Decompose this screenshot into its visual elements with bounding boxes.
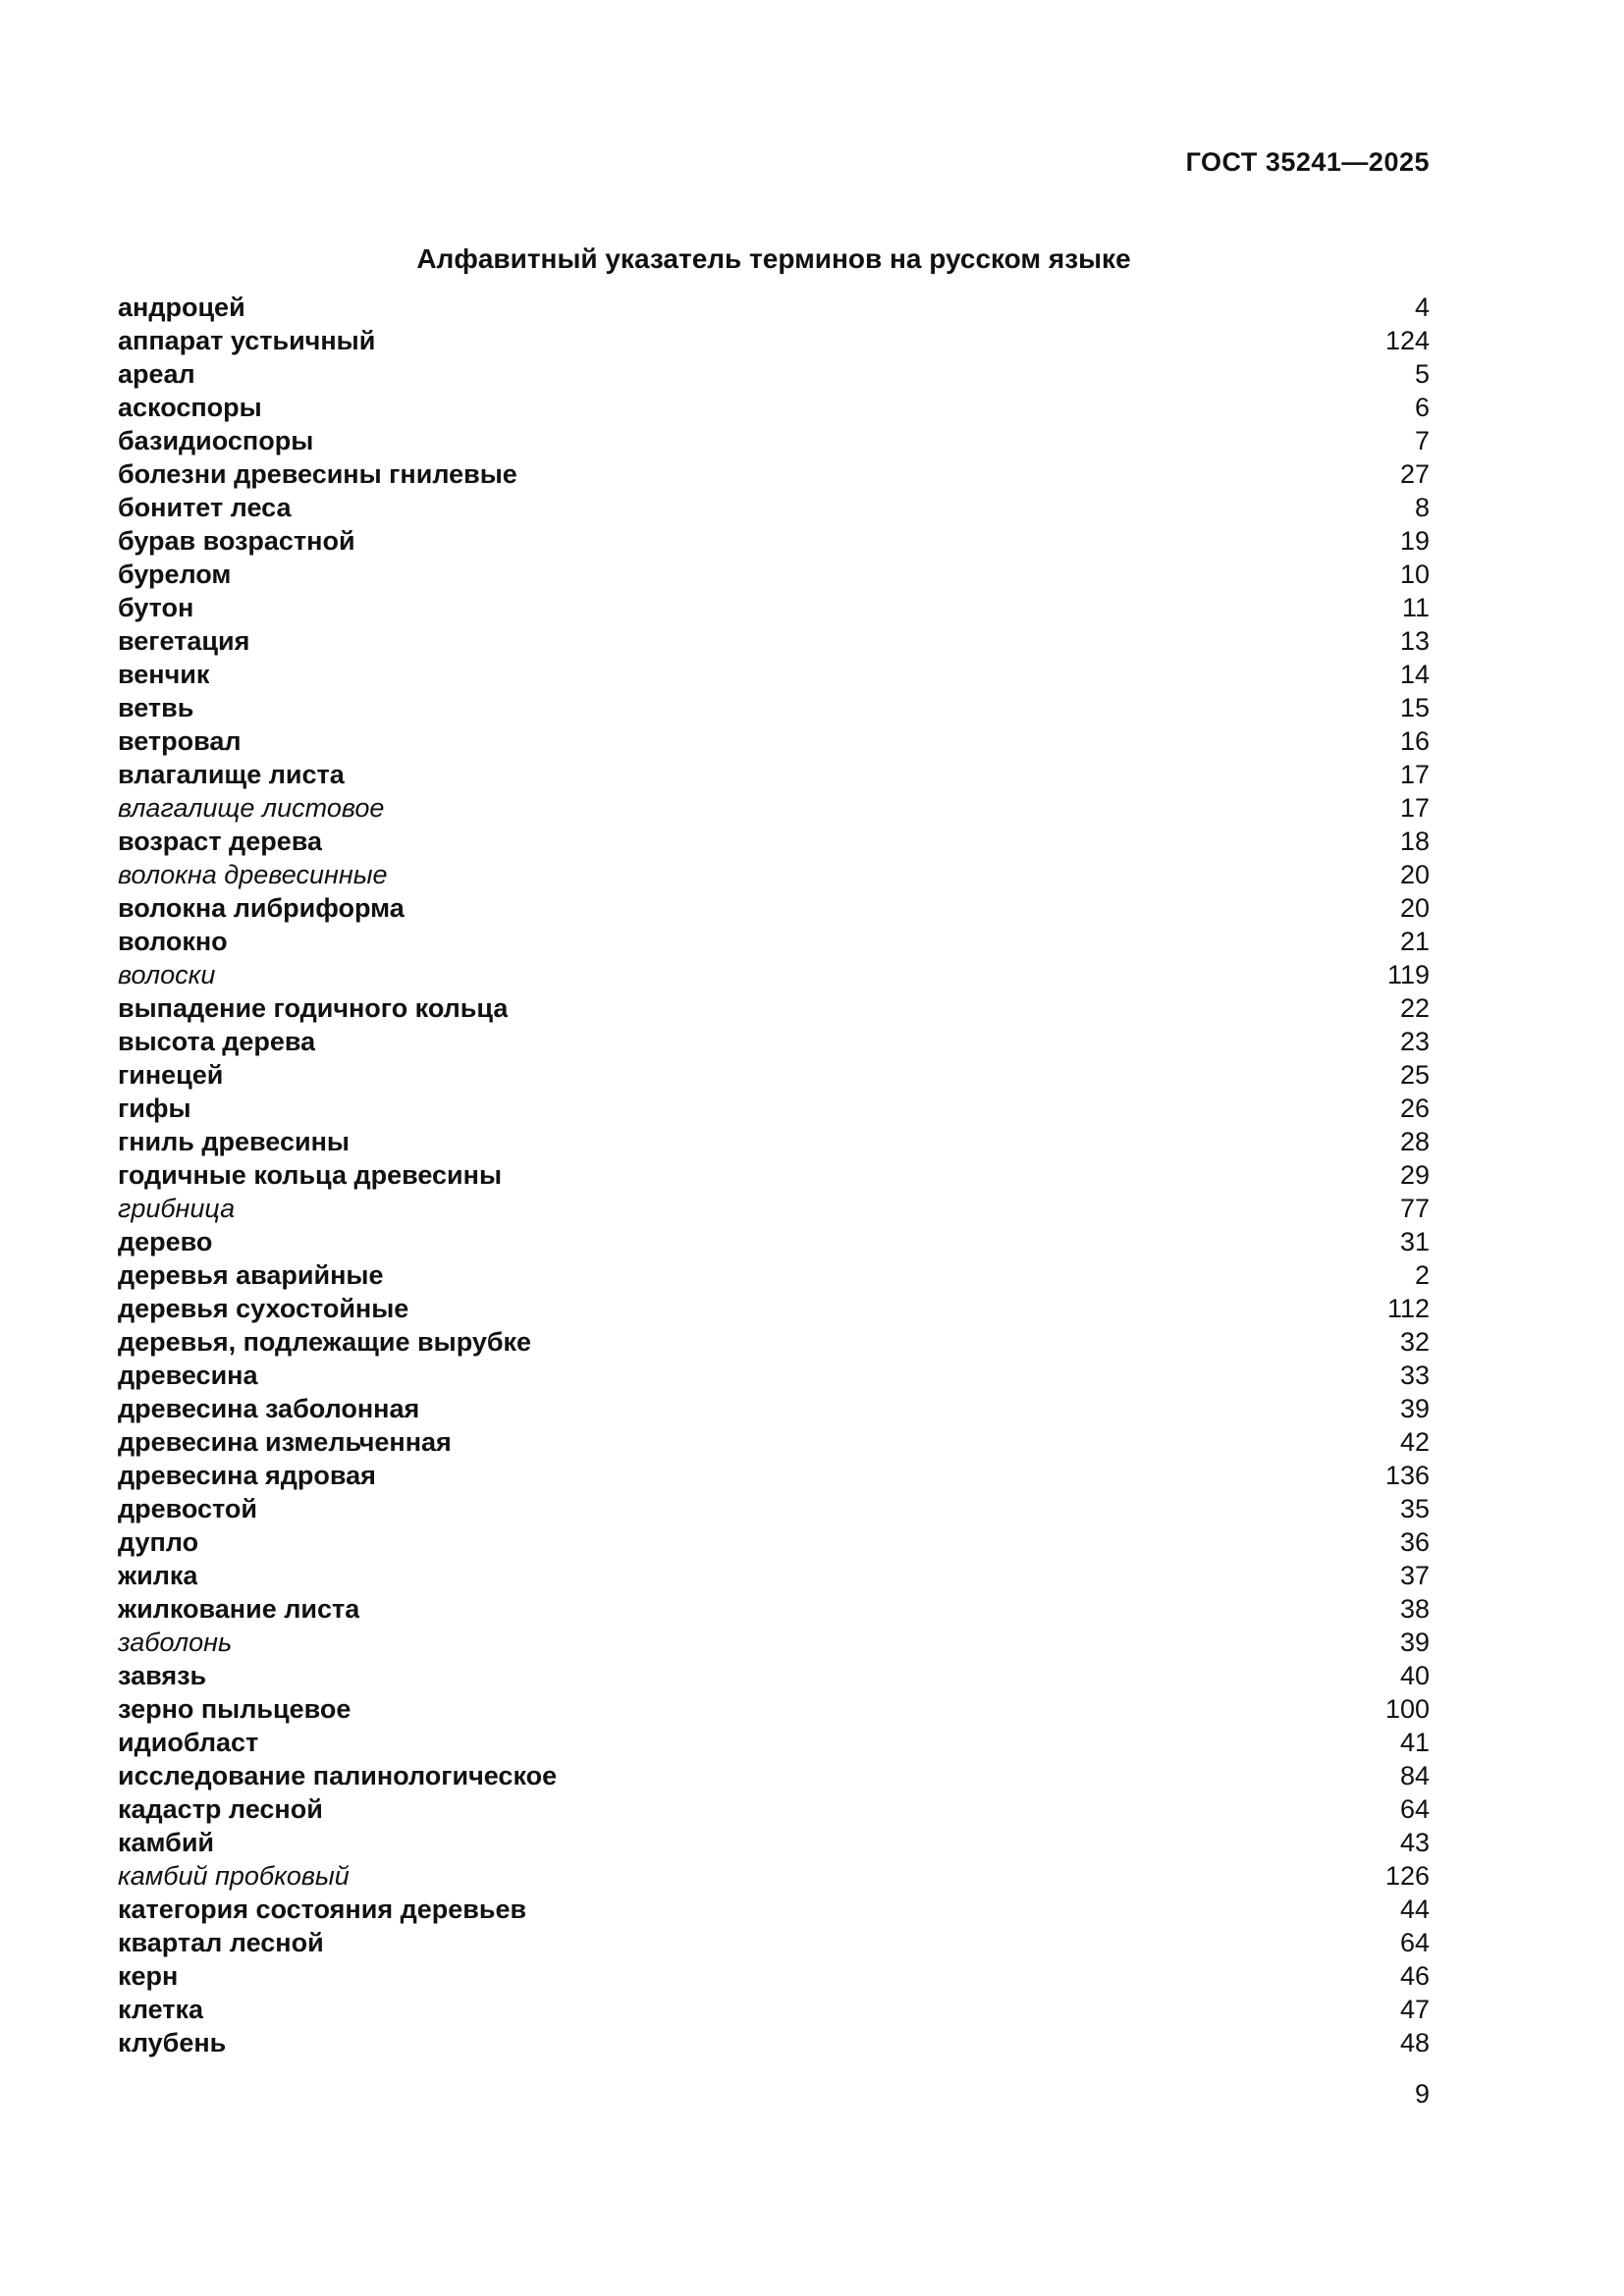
index-entry-row — [118, 1893, 1430, 1926]
index-entry-row — [118, 1192, 1430, 1225]
index-entry-row — [118, 891, 1430, 925]
index-entry-row — [118, 1959, 1430, 1993]
term-page-number: 136 — [1384, 1461, 1430, 1490]
index-entry-row — [118, 624, 1430, 658]
index-entry-row — [118, 1092, 1430, 1125]
term-label: аппарат устьичный — [118, 326, 376, 355]
index-entry-row — [118, 1859, 1430, 1893]
index-entry-row — [118, 1158, 1430, 1192]
index-entry-row — [118, 1492, 1430, 1525]
index-entry-row — [118, 1926, 1430, 1959]
index-entry-row — [118, 591, 1430, 624]
term-label: годичные кольца древесины — [118, 1160, 503, 1190]
term-page-number: 32 — [1399, 1327, 1430, 1357]
term-label: венчик — [118, 660, 210, 689]
term-label: грибница — [118, 1194, 236, 1223]
term-page-number: 4 — [1414, 293, 1430, 322]
term-label: деревья сухостойные — [118, 1294, 409, 1323]
index-entry-row — [118, 958, 1430, 991]
page-footer — [118, 2079, 1430, 2109]
index-entry-row — [118, 1359, 1430, 1392]
term-label: категория состояния деревьев — [118, 1895, 527, 1924]
index-entry-row — [118, 1058, 1430, 1092]
term-page-number: 77 — [1399, 1194, 1430, 1223]
index-entry-row — [118, 1592, 1430, 1626]
index-entry-row — [118, 1425, 1430, 1459]
term-label: деревья аварийные — [118, 1260, 384, 1290]
term-page-number: 25 — [1399, 1060, 1430, 1090]
term-label: волоски — [118, 960, 216, 989]
term-label: дерево — [118, 1227, 213, 1256]
term-label: дупло — [118, 1527, 199, 1557]
term-page-number: 40 — [1399, 1661, 1430, 1690]
term-label: бурав возрастной — [118, 526, 355, 556]
term-page-number: 33 — [1399, 1361, 1430, 1390]
index-entry-row — [118, 1626, 1430, 1659]
term-label: клубень — [118, 2028, 227, 2057]
term-label: заболонь — [118, 1628, 233, 1657]
term-page-number: 17 — [1399, 793, 1430, 823]
term-page-number: 15 — [1399, 693, 1430, 722]
index-entry-row — [118, 1292, 1430, 1325]
index-entry-row — [118, 1459, 1430, 1492]
term-label: высота дерева — [118, 1027, 316, 1056]
index-entry-row — [118, 1759, 1430, 1792]
term-page-number: 31 — [1399, 1227, 1430, 1256]
standard-number: ГОСТ 35241—2025 — [1185, 147, 1430, 177]
term-label: камбий пробковый — [118, 1861, 350, 1891]
index-entry-row — [118, 1792, 1430, 1826]
term-label: бутон — [118, 593, 194, 622]
index-entry-row — [118, 457, 1430, 491]
term-label: кадастр лесной — [118, 1794, 323, 1824]
term-page-number: 7 — [1414, 426, 1430, 455]
term-label: исследование палинологическое — [118, 1761, 558, 1790]
term-page-number: 35 — [1399, 1494, 1430, 1523]
term-page-number: 42 — [1399, 1427, 1430, 1457]
index-entry-row — [118, 758, 1430, 791]
term-page-number: 18 — [1399, 827, 1430, 856]
term-label: ветровал — [118, 726, 242, 756]
term-label: бурелом — [118, 560, 232, 589]
term-page-number: 84 — [1399, 1761, 1430, 1790]
index-title: Алфавитный указатель терминов на русском языке — [416, 243, 1131, 274]
term-label: возраст дерева — [118, 827, 322, 856]
term-page-number: 21 — [1399, 927, 1430, 956]
term-page-number: 47 — [1399, 1995, 1430, 2024]
index-entry-row — [118, 1225, 1430, 1258]
term-label: гифы — [118, 1094, 191, 1123]
term-page-number: 36 — [1399, 1527, 1430, 1557]
term-page-number: 64 — [1399, 1928, 1430, 1957]
term-page-number: 17 — [1399, 760, 1430, 789]
term-page-number: 29 — [1399, 1160, 1430, 1190]
term-page-number: 22 — [1399, 993, 1430, 1023]
index-entry-row — [118, 1559, 1430, 1592]
term-label: волокна древесинные — [118, 860, 388, 889]
term-label: андроцей — [118, 293, 245, 322]
term-label: квартал лесной — [118, 1928, 324, 1957]
term-page-number: 5 — [1414, 359, 1430, 389]
index-entry-row — [118, 291, 1430, 324]
page-number: 9 — [1414, 2079, 1430, 2109]
term-page-number: 126 — [1384, 1861, 1430, 1891]
term-label: ареал — [118, 359, 195, 389]
index-entry-row — [118, 1993, 1430, 2026]
term-label: волокно — [118, 927, 228, 956]
term-page-number: 20 — [1399, 860, 1430, 889]
term-page-number: 28 — [1399, 1127, 1430, 1156]
term-label: древесина измельченная — [118, 1427, 452, 1457]
term-page-number: 13 — [1399, 626, 1430, 656]
term-label: влагалище листовое — [118, 793, 385, 823]
term-label: ветвь — [118, 693, 194, 722]
index-entry-row — [118, 2026, 1430, 2059]
term-page-number: 43 — [1399, 1828, 1430, 1857]
term-page-number: 100 — [1384, 1694, 1430, 1724]
term-label: волокна либриформа — [118, 893, 405, 923]
term-label: завязь — [118, 1661, 207, 1690]
term-page-number: 8 — [1414, 493, 1430, 522]
term-label: древесина ядровая — [118, 1461, 376, 1490]
term-page-number: 124 — [1384, 326, 1430, 355]
term-page-number: 2 — [1414, 1260, 1430, 1290]
term-page-number: 19 — [1399, 526, 1430, 556]
index-entry-row — [118, 1726, 1430, 1759]
index-entry-row — [118, 1325, 1430, 1359]
term-label: базидиоспоры — [118, 426, 314, 455]
term-label: гниль древесины — [118, 1127, 350, 1156]
term-page-number: 6 — [1414, 393, 1430, 422]
term-label: гинецей — [118, 1060, 224, 1090]
term-page-number: 41 — [1399, 1728, 1430, 1757]
term-label: камбий — [118, 1828, 215, 1857]
term-label: влагалище листа — [118, 760, 345, 789]
term-label: жилкование листа — [118, 1594, 360, 1624]
index-entry-row — [118, 1826, 1430, 1859]
term-label: клетка — [118, 1995, 204, 2024]
index-entry-row — [118, 1525, 1430, 1559]
term-label: древесина — [118, 1361, 258, 1390]
term-page-number: 39 — [1399, 1394, 1430, 1423]
term-page-number: 26 — [1399, 1094, 1430, 1123]
index-entry-row — [118, 791, 1430, 825]
index-entry-row — [118, 324, 1430, 357]
index-entry-row — [118, 1659, 1430, 1692]
term-page-number: 46 — [1399, 1961, 1430, 1991]
index-entry-row — [118, 391, 1430, 424]
term-page-number: 44 — [1399, 1895, 1430, 1924]
term-page-number: 23 — [1399, 1027, 1430, 1056]
term-page-number: 27 — [1399, 459, 1430, 489]
term-label: древесина заболонная — [118, 1394, 420, 1423]
term-page-number: 39 — [1399, 1628, 1430, 1657]
index-entry-row — [118, 357, 1430, 391]
term-index-list — [118, 291, 1430, 2059]
term-label: вегетация — [118, 626, 250, 656]
term-page-number: 112 — [1386, 1294, 1430, 1323]
term-page-number: 11 — [1401, 593, 1430, 622]
index-entry-row — [118, 925, 1430, 958]
term-label: бонитет леса — [118, 493, 292, 522]
index-entry-row — [118, 825, 1430, 858]
term-label: болезни древесины гнилевые — [118, 459, 517, 489]
term-label: деревья, подлежащие вырубке — [118, 1327, 532, 1357]
term-label: идиобласт — [118, 1728, 259, 1757]
document-header — [118, 147, 1430, 178]
index-entry-row — [118, 558, 1430, 591]
index-entry-row — [118, 691, 1430, 724]
term-page-number: 20 — [1399, 893, 1430, 923]
term-label: древостой — [118, 1494, 258, 1523]
term-label: зерно пыльцевое — [118, 1694, 352, 1724]
index-entry-row — [118, 1025, 1430, 1058]
term-label: керн — [118, 1961, 179, 1991]
index-entry-row — [118, 1125, 1430, 1158]
index-entry-row — [118, 424, 1430, 457]
index-entry-row — [118, 1258, 1430, 1292]
term-page-number: 10 — [1399, 560, 1430, 589]
term-label: жилка — [118, 1561, 198, 1590]
term-label: выпадение годичного кольца — [118, 993, 509, 1023]
term-page-number: 64 — [1399, 1794, 1430, 1824]
index-entry-row — [118, 658, 1430, 691]
term-page-number: 38 — [1399, 1594, 1430, 1624]
index-entry-row — [118, 524, 1430, 558]
index-entry-row — [118, 724, 1430, 758]
index-entry-row — [118, 858, 1430, 891]
term-label: аскоспоры — [118, 393, 262, 422]
term-page-number: 16 — [1399, 726, 1430, 756]
index-entry-row — [118, 1692, 1430, 1726]
index-entry-row — [118, 991, 1430, 1025]
term-page-number: 48 — [1399, 2028, 1430, 2057]
index-entry-row — [118, 1392, 1430, 1425]
term-page-number: 14 — [1399, 660, 1430, 689]
index-entry-row — [118, 491, 1430, 524]
term-page-number: 37 — [1399, 1561, 1430, 1590]
term-page-number: 119 — [1386, 960, 1430, 989]
